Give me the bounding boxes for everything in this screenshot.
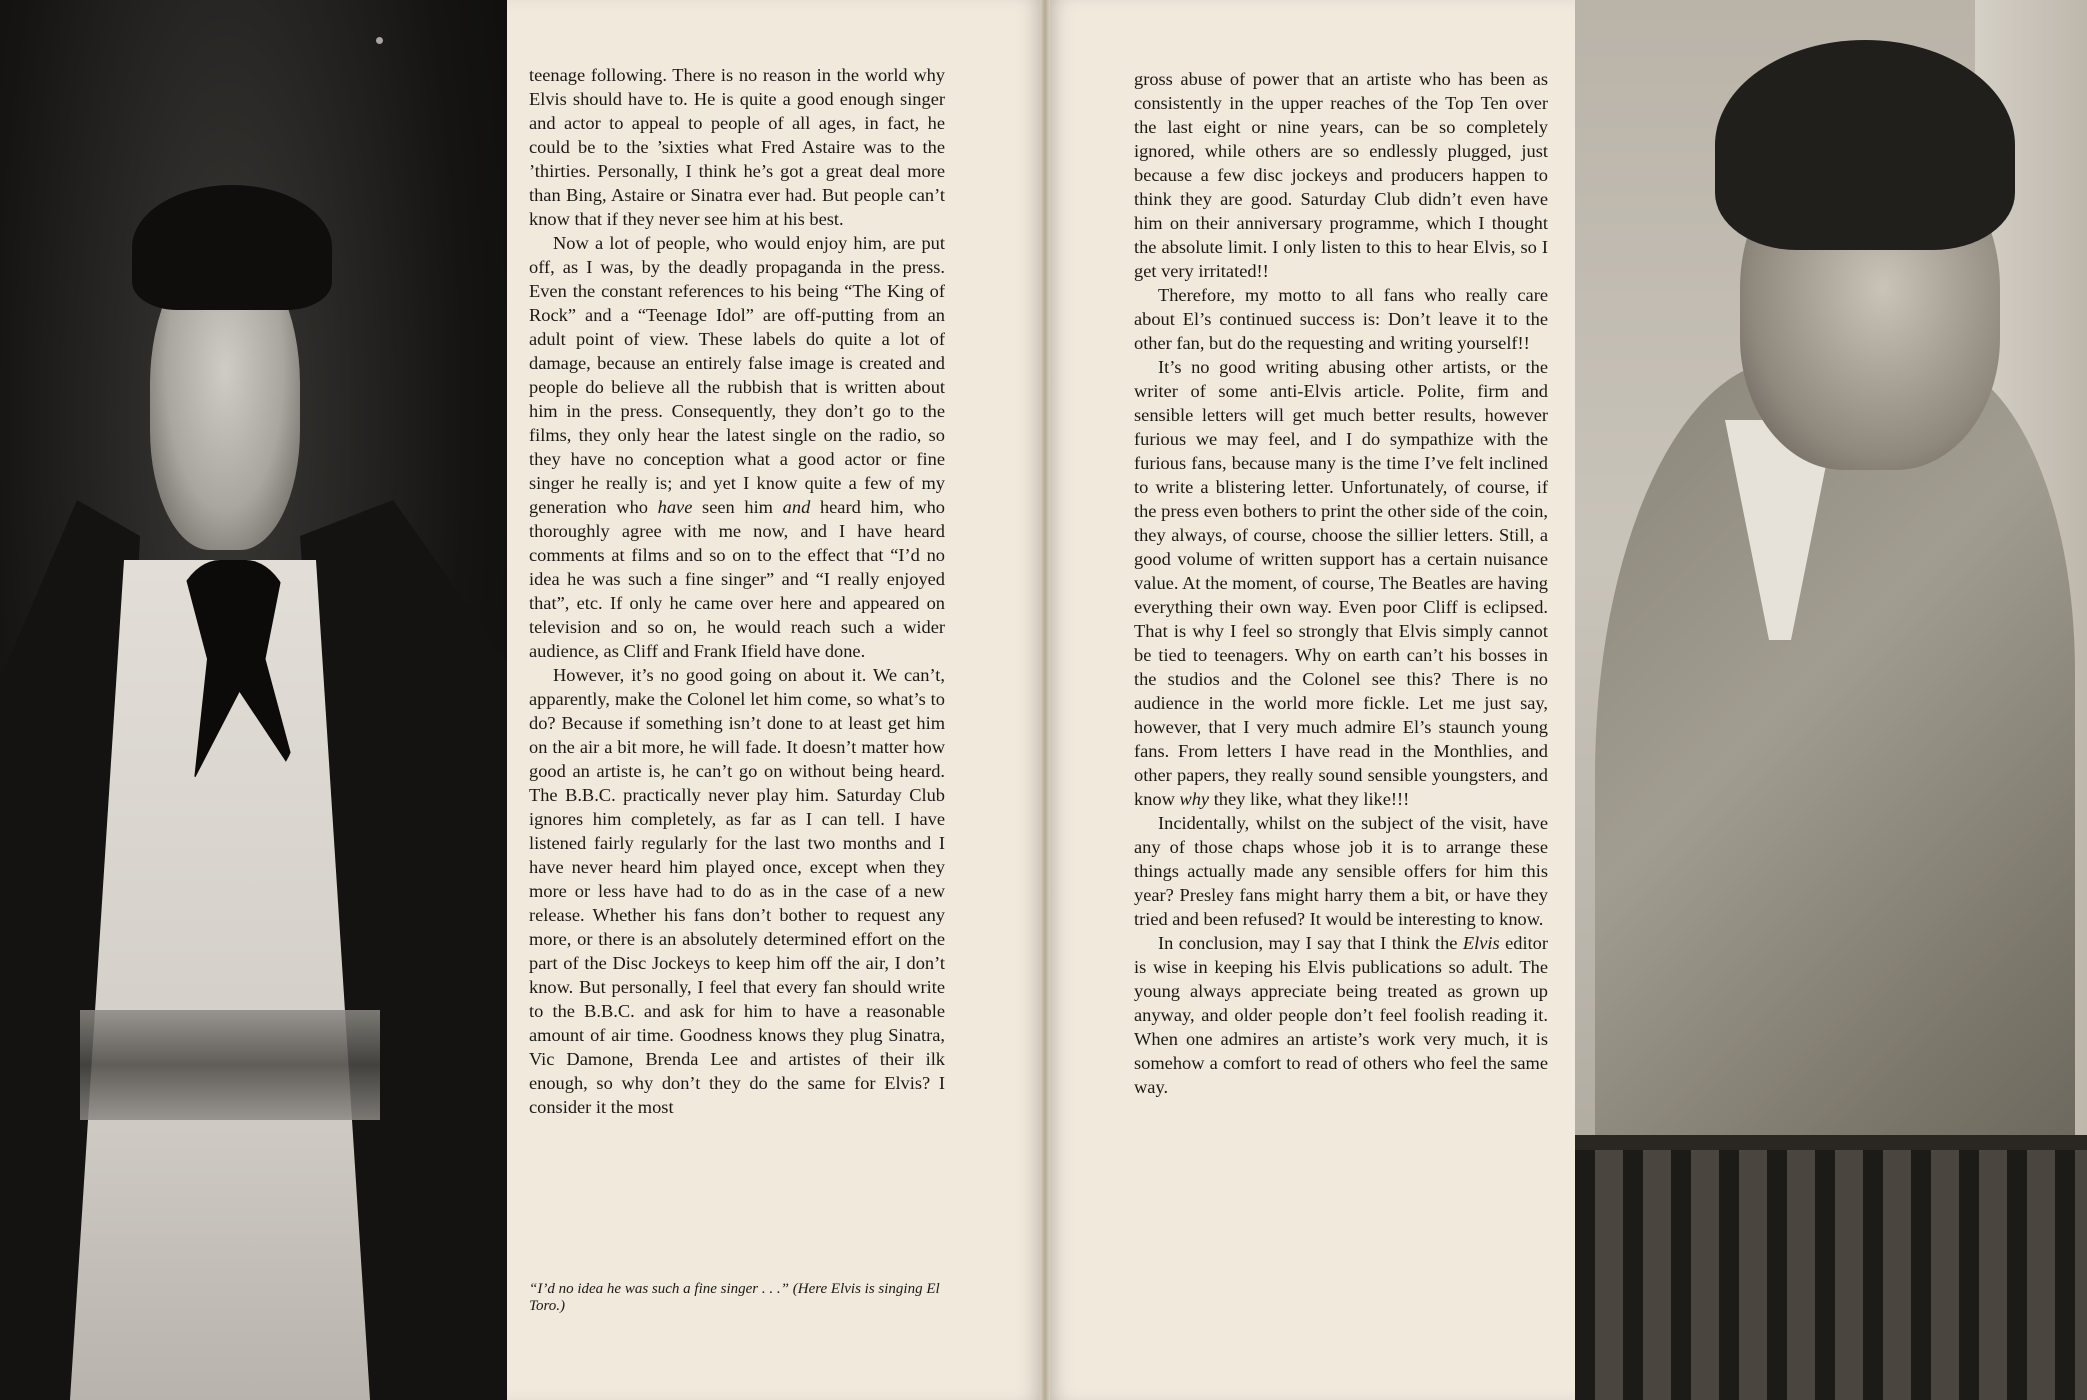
emphasis-text: and (782, 497, 811, 517)
paragraph-text: teenage following. There is no reason in the world why Elvis should have to. He is quite a good enough singer and actor to appeal to people of all ages, in fact, he could be to the ’sixties what Fred Astaire was to the ’thirties. Personally, I think he’s got a great deal more than Bing, Astaire or Sinatra ever had. But people can’t know that if they never see him at his best. (529, 65, 945, 229)
paragraph-text: In conclusion, may I say that I think the (1158, 933, 1463, 953)
article-paragraph (529, 663, 945, 1119)
paragraph-text: However, it’s no good going on about it. We can’t, apparently, make the Colonel let him come, so what’s to do? Because if something isn’t done to at least get him on the air a bit more, he will fade. It doesn’t matter how good an artiste is, he can’t go on without being heard. The B.B.C. practically never play him. Saturday Club ignores him completely, as far as I can tell. I have listened fairly regularly for the last two months and I have never heard him played once, except when they more or less have had to do as in the case of a new release. Whether his fans don’t bother to request any more, or there is an absolutely determined effort on the part of the Disc Jockeys to keep him off the air, I don’t know. But personally, I feel that every fan should write to the B.B.C. and ask for him to have a reasonable amount of air time. Goodness knows they plug Sinatra, Vic Damone, Brenda Lee and artistes of their ilk enough, so why don’t they do the same for Elvis? I consider it the most (529, 665, 945, 1117)
article-paragraph (1134, 283, 1548, 355)
paragraph-text: gross abuse of power that an artiste who has been as consistently in the upper reaches of the Top Ten over the last eight or nine years, can be so completely ignored, while others are so endlessly plugged, just because a few disc jockeys and producers happen to think they are good. Saturday Club didn’t even have him on their anniversary programme, which I thought the absolute limit. I only listen to this to hear Elvis, so I get very irritated!! (1134, 69, 1548, 281)
article-paragraph (1134, 355, 1548, 811)
emphasis-text: Elvis (1462, 933, 1500, 953)
article-paragraph (1134, 811, 1548, 931)
article-paragraph (1134, 67, 1548, 283)
paragraph-text: Therefore, my motto to all fans who really care about El’s continued success is: Don’t leave it to the other fan, but do the requesting and writing yourself!! (1134, 285, 1548, 353)
emphasis-text: why (1179, 789, 1210, 809)
photo-caption (529, 1281, 945, 1315)
paragraph-text: It’s no good writing abusing other artists, or the writer of some anti-Elvis article. Polite, firm and sensible letters will get much better results, however furious we may feel, and I do sympathize with the furious fans, because many is the time I’ve felt inclined to write a blistering letter. Unfortunately, of course, if the press even bothers to print the other side of the coin, they always, of course, choose the sillier letters. Still, a good volume of written support has a certain nuisance value. At the moment, of course, The Beatles are having everything their own way. Even poor Cliff is eclipsed. That is why I feel so strongly that Elvis simply cannot be tied to teenagers. Why on earth can’t his bosses in the studios and the Colonel see this? There is no audience in the world more fickle. Let me just say, however, that I very much admire El’s staunch young fans. From letters I have read in the Monthlies, and other papers, they really sound sensible youngsters, and know (1134, 357, 1548, 809)
emphasis-text: have (657, 497, 693, 517)
paragraph-text: they like, what they like!!! (1209, 789, 1410, 809)
caption-quote: “I’d no idea he was such a fine singer . . .” (529, 1281, 789, 1297)
paragraph-text: heard him, who thoroughly agree with me now, and I have heard comments at films and so on to the effect that “I’d no idea he was such a fine singer” and “I really enjoyed that”, etc. If only he came over here and appeared on television and so on, he would reach such a wider audience, as Cliff and Frank Ifield have done. (529, 497, 946, 661)
article-paragraph (529, 231, 945, 663)
article-paragraph (529, 63, 945, 231)
paragraph-text: editor is wise in keeping his Elvis publications so adult. The young always appreciate being treated as grown up anyway, and older people don’t feel foolish reading it. When one admires an artiste’s work very much, it is somehow a comfort to read of others who feel the same way. (1134, 933, 1548, 1097)
caption-note: (Here Elvis is singing El Toro.) (529, 1281, 940, 1314)
left-text-column (529, 63, 945, 1119)
paragraph-text: Now a lot of people, who would enjoy him, are put off, as I was, by the deadly propaganda in the press. Even the constant references to his being “The King of Rock” and a “Teenage Idol” are off-putting from an adult point of view. These labels do quite a lot of damage, because an entirely false image is created and people do believe all the rubbish that is written about him in the press. Consequently, they don’t go to the films, they only hear the latest single on the radio, so they have no conception what a good actor or fine singer he really is; and yet I know quite a few of my generation who (529, 233, 945, 517)
article-paragraph (1134, 931, 1548, 1099)
right-text-column (1134, 67, 1548, 1099)
paragraph-text: Incidentally, whilst on the subject of the visit, have any of those chaps whose job it is to arrange these things actually made any sensible offers for him this year? Presley fans might harry them a bit, or have they tried and been refused? It would be interesting to know. (1134, 813, 1548, 929)
photo-elvis-singing-el-toro (0, 0, 507, 1400)
photo-elvis-smiling-balcony (1575, 0, 2087, 1400)
page-gutter (1040, 0, 1050, 1400)
paragraph-text: seen him (692, 497, 783, 517)
